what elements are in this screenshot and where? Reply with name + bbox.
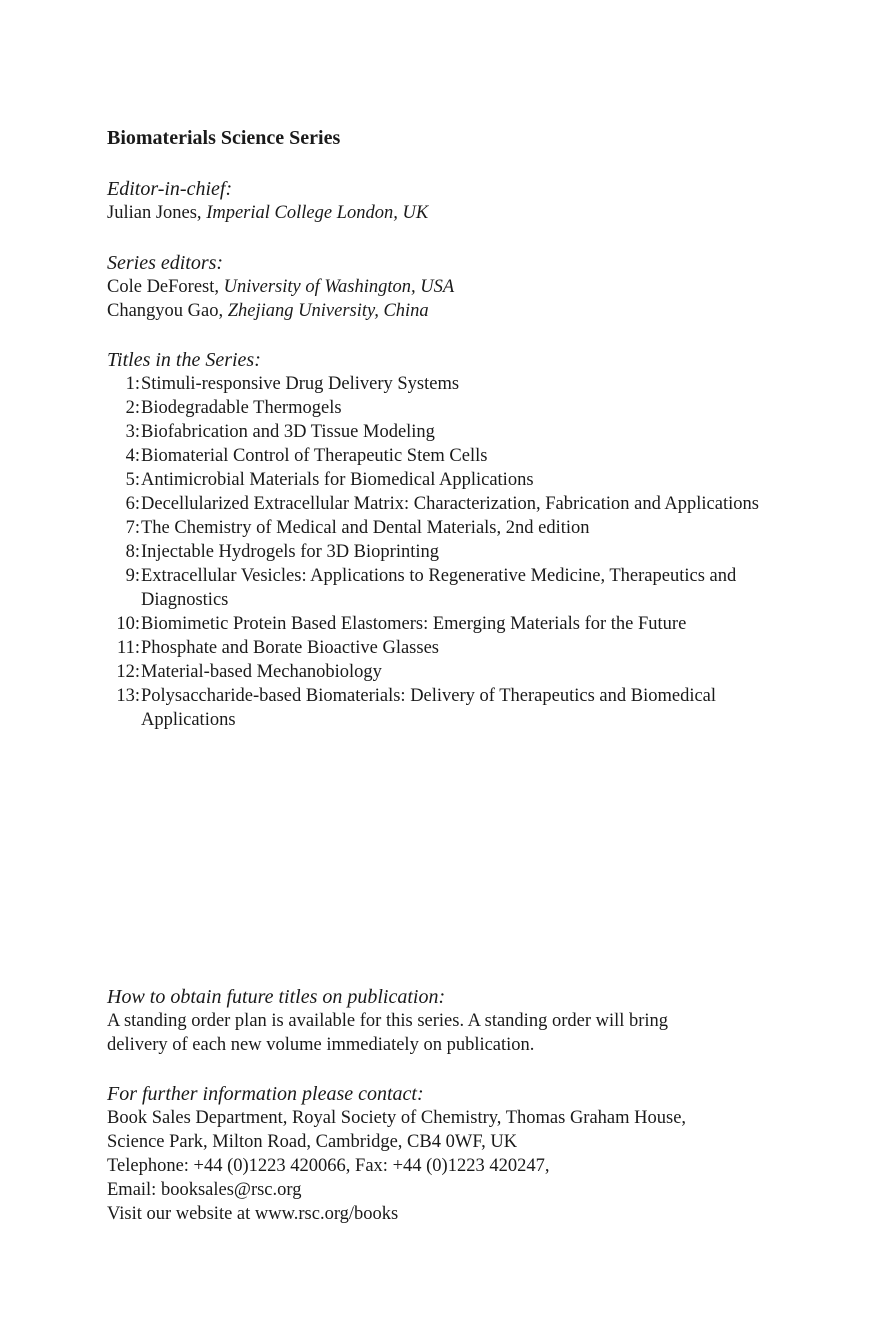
- series-editor-affiliation: Zhejiang University, China: [227, 301, 429, 321]
- obtain-titles-heading: How to obtain future titles on publication:: [107, 986, 446, 1008]
- title-number: 5:: [125, 470, 140, 490]
- title-text: The Chemistry of Medical and Dental Materials, 2nd edition: [141, 518, 590, 538]
- editor-affiliation: Imperial College London, UK: [206, 203, 429, 223]
- title-number: 3:: [125, 422, 140, 442]
- contact-address-line: Book Sales Department, Royal Society of Chemistry, Thomas Graham House,: [107, 1108, 687, 1128]
- obtain-titles-section: [107, 985, 787, 1057]
- title-item: [107, 396, 787, 420]
- contact-section: [107, 1082, 787, 1226]
- title-item: [107, 468, 787, 492]
- series-editor-entry: [107, 299, 787, 323]
- title-text: Extracellular Vesicles: Applications to Regenerative Medicine, Therapeutics and Diagnostics: [141, 566, 737, 610]
- title-item: [107, 516, 787, 540]
- title-number: 2:: [125, 398, 140, 418]
- contact-address-line: Science Park, Milton Road, Cambridge, CB4 0WF, UK: [107, 1132, 518, 1152]
- series-editor-name: Cole DeForest,: [107, 277, 220, 297]
- titles-list: [107, 372, 787, 732]
- title-text: Polysaccharide-based Biomaterials: Delivery of Therapeutics and Biomedical Applications: [141, 686, 717, 730]
- title-text: Biofabrication and 3D Tissue Modeling: [141, 422, 435, 442]
- contact-website: Visit our website at www.rsc.org/books: [107, 1204, 399, 1224]
- series-title: Biomaterials Science Series: [107, 127, 341, 149]
- obtain-text-line: delivery of each new volume immediately on publication.: [107, 1035, 535, 1055]
- editor-in-chief-entry: [107, 201, 787, 225]
- title-item: [107, 444, 787, 468]
- title-number: 11:: [117, 638, 140, 658]
- titles-section: [107, 348, 787, 732]
- title-text: Stimuli-responsive Drug Delivery Systems: [141, 374, 460, 394]
- title-item: [107, 636, 787, 660]
- title-item: [107, 564, 787, 612]
- title-number: 13:: [116, 686, 140, 706]
- title-item: [107, 420, 787, 444]
- contact-phone-fax: Telephone: +44 (0)1223 420066, Fax: +44 (0)1223 420247,: [107, 1156, 550, 1176]
- series-editors-section: [107, 251, 787, 323]
- titles-heading: Titles in the Series:: [107, 349, 261, 371]
- title-number: 4:: [125, 446, 140, 466]
- title-item: [107, 684, 787, 732]
- title-number: 1:: [125, 374, 140, 394]
- title-item: [107, 660, 787, 684]
- title-item: [107, 540, 787, 564]
- title-item: [107, 372, 787, 396]
- title-number: 10:: [116, 614, 140, 634]
- contact-heading: For further information please contact:: [107, 1083, 424, 1105]
- series-editor-entry: [107, 275, 787, 299]
- series-editors-heading: Series editors:: [107, 252, 224, 274]
- editor-name: Julian Jones,: [107, 203, 202, 223]
- title-text: Decellularized Extracellular Matrix: Characterization, Fabrication and Applications: [141, 494, 759, 514]
- editor-in-chief-heading: Editor-in-chief:: [107, 178, 233, 200]
- title-number: 7:: [125, 518, 140, 538]
- series-editor-name: Changyou Gao,: [107, 301, 224, 321]
- title-number: 6:: [125, 494, 140, 514]
- title-text: Biodegradable Thermogels: [141, 398, 342, 418]
- title-text: Injectable Hydrogels for 3D Bioprinting: [141, 542, 439, 562]
- title-text: Antimicrobial Materials for Biomedical Applications: [141, 470, 534, 490]
- title-text: Biomimetic Protein Based Elastomers: Emerging Materials for the Future: [141, 614, 687, 634]
- series-editor-affiliation: University of Washington, USA: [223, 277, 455, 297]
- title-number: 8:: [125, 542, 140, 562]
- contact-email: Email: booksales@rsc.org: [107, 1180, 302, 1200]
- editor-in-chief-section: [107, 177, 787, 225]
- title-text: Phosphate and Borate Bioactive Glasses: [141, 638, 439, 658]
- title-item: [107, 612, 787, 636]
- title-number: 9:: [125, 566, 140, 586]
- title-number: 12:: [116, 662, 140, 682]
- title-item: [107, 492, 787, 516]
- title-text: Material-based Mechanobiology: [141, 662, 382, 682]
- obtain-text-line: A standing order plan is available for this series. A standing order will bring: [107, 1011, 669, 1031]
- title-text: Biomaterial Control of Therapeutic Stem Cells: [141, 446, 488, 466]
